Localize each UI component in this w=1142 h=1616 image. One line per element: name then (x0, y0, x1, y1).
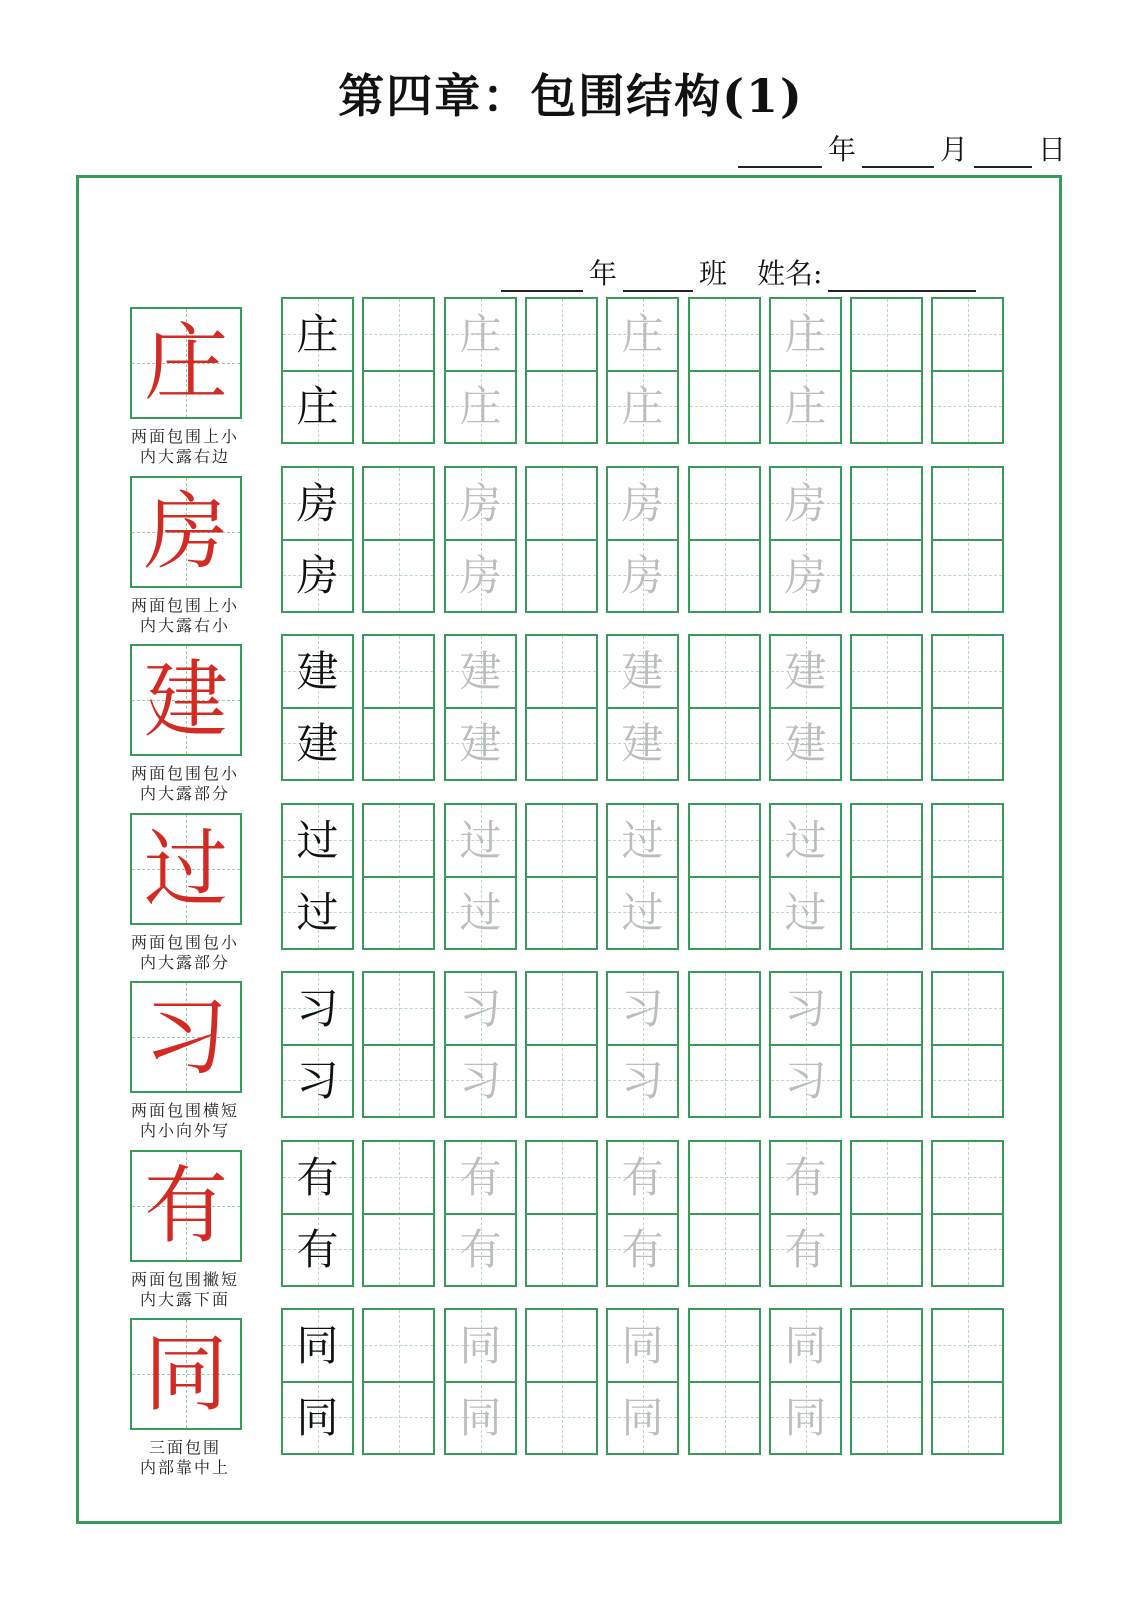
trace-cell (444, 971, 517, 1118)
trace-character: 过 (621, 887, 664, 937)
model-character: 建 (143, 651, 228, 749)
hint-line-2: 内部靠中上 (139, 1458, 230, 1477)
date-year-label: 年 (827, 133, 856, 166)
trace-character: 建 (621, 646, 664, 696)
practice-row (0, 297, 1142, 466)
trace-cell (606, 971, 679, 1118)
trace-character: 习 (459, 983, 502, 1033)
trace-character: 有 (621, 1224, 664, 1274)
example-character: 同 (296, 1320, 339, 1370)
trace-character: 过 (459, 887, 502, 937)
hint-line-1: 两面包围包小 (130, 764, 239, 783)
hint-line-2: 内大露下面 (139, 1290, 230, 1309)
model-character-box (130, 476, 242, 588)
model-character-box (130, 307, 242, 419)
trace-character: 同 (784, 1392, 827, 1442)
trace-character: 庄 (621, 381, 664, 431)
trace-cell (769, 297, 842, 444)
writing-cell[interactable] (850, 297, 923, 444)
model-character: 庄 (143, 314, 228, 412)
trace-character: 房 (784, 478, 827, 528)
model-character-box (130, 1150, 242, 1262)
writing-cell[interactable] (688, 634, 761, 781)
example-cell (281, 971, 354, 1118)
writing-cell[interactable] (850, 971, 923, 1118)
example-character: 有 (296, 1224, 339, 1274)
writing-cell[interactable] (525, 297, 598, 444)
page-title: 第四章：包围结构(1) (338, 69, 804, 123)
trace-cell (606, 466, 679, 613)
trace-cell (606, 803, 679, 950)
example-character: 习 (296, 1055, 339, 1105)
writing-cell[interactable] (931, 971, 1004, 1118)
trace-character: 过 (784, 887, 827, 937)
trace-cell (769, 1308, 842, 1455)
example-character: 过 (296, 887, 339, 937)
writing-cell[interactable] (525, 466, 598, 613)
practice-row (0, 466, 1142, 635)
writing-cell[interactable] (362, 297, 435, 444)
name-blank[interactable] (828, 264, 976, 292)
writing-cell[interactable] (362, 971, 435, 1118)
model-character: 有 (143, 1157, 228, 1255)
trace-cell (444, 466, 517, 613)
structure-hint (110, 1438, 260, 1478)
practice-row (0, 634, 1142, 803)
writing-cell[interactable] (850, 634, 923, 781)
example-character: 有 (296, 1152, 339, 1202)
trace-cell (769, 803, 842, 950)
hint-line-1: 两面包围撇短 (130, 1270, 239, 1289)
trace-character: 过 (621, 815, 664, 865)
model-character: 过 (143, 820, 228, 918)
trace-character: 房 (459, 478, 502, 528)
model-character: 同 (143, 1325, 228, 1423)
model-character: 习 (143, 988, 228, 1086)
example-cell (281, 634, 354, 781)
trace-cell (444, 1140, 517, 1287)
model-character-box (130, 813, 242, 925)
structure-hint (110, 1101, 260, 1141)
writing-cell[interactable] (931, 803, 1004, 950)
writing-cell[interactable] (688, 297, 761, 444)
structure-hint (110, 596, 260, 636)
trace-character: 建 (784, 646, 827, 696)
trace-cell (444, 634, 517, 781)
trace-cell (769, 1140, 842, 1287)
hint-line-1: 两面包围横短 (130, 1101, 239, 1120)
trace-character: 同 (621, 1320, 664, 1370)
model-character-box (130, 644, 242, 756)
trace-character: 习 (784, 983, 827, 1033)
writing-cell[interactable] (688, 466, 761, 613)
trace-character: 同 (784, 1320, 827, 1370)
trace-character: 建 (459, 646, 502, 696)
writing-cell[interactable] (931, 1308, 1004, 1455)
example-character: 过 (296, 815, 339, 865)
trace-character: 有 (784, 1152, 827, 1202)
writing-cell[interactable] (525, 971, 598, 1118)
writing-cell[interactable] (931, 634, 1004, 781)
practice-row (0, 971, 1142, 1140)
student-info-line (495, 252, 982, 292)
trace-cell (769, 634, 842, 781)
writing-cell[interactable] (850, 1308, 923, 1455)
writing-cell[interactable] (362, 466, 435, 613)
writing-cell[interactable] (525, 803, 598, 950)
writing-cell[interactable] (931, 466, 1004, 613)
example-cell (281, 1140, 354, 1287)
trace-cell (606, 634, 679, 781)
writing-cell[interactable] (931, 1140, 1004, 1287)
trace-character: 建 (784, 718, 827, 768)
hint-line-2: 内大露右小 (139, 616, 230, 635)
trace-cell (769, 971, 842, 1118)
writing-cell[interactable] (362, 803, 435, 950)
trace-cell (606, 297, 679, 444)
trace-character: 庄 (621, 309, 664, 359)
structure-hint (110, 427, 260, 467)
structure-hint (110, 933, 260, 973)
hint-line-1: 两面包围上小 (130, 427, 239, 446)
class-label: 班 (699, 257, 728, 290)
writing-cell[interactable] (362, 1308, 435, 1455)
trace-character: 庄 (459, 309, 502, 359)
example-cell (281, 466, 354, 613)
writing-cell[interactable] (525, 634, 598, 781)
trace-cell (606, 1140, 679, 1287)
trace-cell (606, 1308, 679, 1455)
grade-blank[interactable] (501, 264, 583, 292)
trace-character: 庄 (784, 381, 827, 431)
trace-character: 习 (621, 983, 664, 1033)
example-character: 庄 (296, 381, 339, 431)
writing-cell[interactable] (850, 466, 923, 613)
hint-line-1: 两面包围包小 (130, 933, 239, 952)
writing-cell[interactable] (931, 297, 1004, 444)
trace-character: 庄 (784, 309, 827, 359)
model-character-box (130, 1318, 242, 1430)
class-blank[interactable] (623, 264, 693, 292)
trace-character: 有 (459, 1224, 502, 1274)
day-blank[interactable] (974, 140, 1032, 168)
trace-character: 建 (459, 718, 502, 768)
example-character: 同 (296, 1392, 339, 1442)
month-blank[interactable] (862, 140, 934, 168)
practice-row (0, 1140, 1142, 1309)
structure-hint (110, 1270, 260, 1310)
example-cell (281, 1308, 354, 1455)
hint-line-2: 内大露部分 (139, 953, 230, 972)
trace-character: 同 (459, 1392, 502, 1442)
trace-character: 有 (784, 1224, 827, 1274)
trace-character: 房 (621, 478, 664, 528)
structure-hint (110, 764, 260, 804)
model-character: 房 (143, 483, 228, 581)
writing-cell[interactable] (688, 803, 761, 950)
example-character: 房 (296, 550, 339, 600)
practice-row (0, 803, 1142, 972)
grade-label: 年 (589, 257, 618, 290)
trace-character: 房 (459, 550, 502, 600)
hint-line-2: 内大露部分 (139, 784, 230, 803)
trace-character: 同 (621, 1392, 664, 1442)
year-blank[interactable] (738, 140, 822, 168)
writing-cell[interactable] (525, 1140, 598, 1287)
writing-cell[interactable] (850, 803, 923, 950)
hint-line-2: 内大露右边 (139, 447, 230, 466)
trace-character: 习 (621, 1055, 664, 1105)
hint-line-1: 两面包围上小 (130, 596, 239, 615)
writing-cell[interactable] (525, 1308, 598, 1455)
trace-cell (769, 466, 842, 613)
example-character: 建 (296, 718, 339, 768)
writing-cell[interactable] (688, 1308, 761, 1455)
writing-cell[interactable] (688, 1140, 761, 1287)
writing-cell[interactable] (688, 971, 761, 1118)
practice-row (0, 1308, 1142, 1477)
trace-cell (444, 297, 517, 444)
example-cell (281, 803, 354, 950)
writing-cell[interactable] (850, 1140, 923, 1287)
date-day-label: 日 (1037, 133, 1066, 166)
trace-character: 庄 (459, 381, 502, 431)
trace-character: 房 (784, 550, 827, 600)
date-month-label: 月 (939, 133, 968, 166)
trace-character: 习 (459, 1055, 502, 1105)
model-character-box (130, 981, 242, 1093)
trace-character: 建 (621, 718, 664, 768)
trace-cell (444, 803, 517, 950)
trace-cell (444, 1308, 517, 1455)
example-character: 房 (296, 478, 339, 528)
example-character: 建 (296, 646, 339, 696)
trace-character: 有 (459, 1152, 502, 1202)
example-character: 庄 (296, 309, 339, 359)
hint-line-1: 三面包围 (148, 1438, 221, 1457)
writing-cell[interactable] (362, 634, 435, 781)
writing-cell[interactable] (362, 1140, 435, 1287)
trace-character: 习 (784, 1055, 827, 1105)
trace-character: 过 (459, 815, 502, 865)
trace-character: 房 (621, 550, 664, 600)
example-cell (281, 297, 354, 444)
trace-character: 同 (459, 1320, 502, 1370)
example-character: 习 (296, 983, 339, 1033)
name-label: 姓名: (757, 257, 823, 290)
trace-character: 过 (784, 815, 827, 865)
date-line (732, 128, 1066, 168)
trace-character: 有 (621, 1152, 664, 1202)
hint-line-2: 内小向外写 (139, 1121, 230, 1140)
